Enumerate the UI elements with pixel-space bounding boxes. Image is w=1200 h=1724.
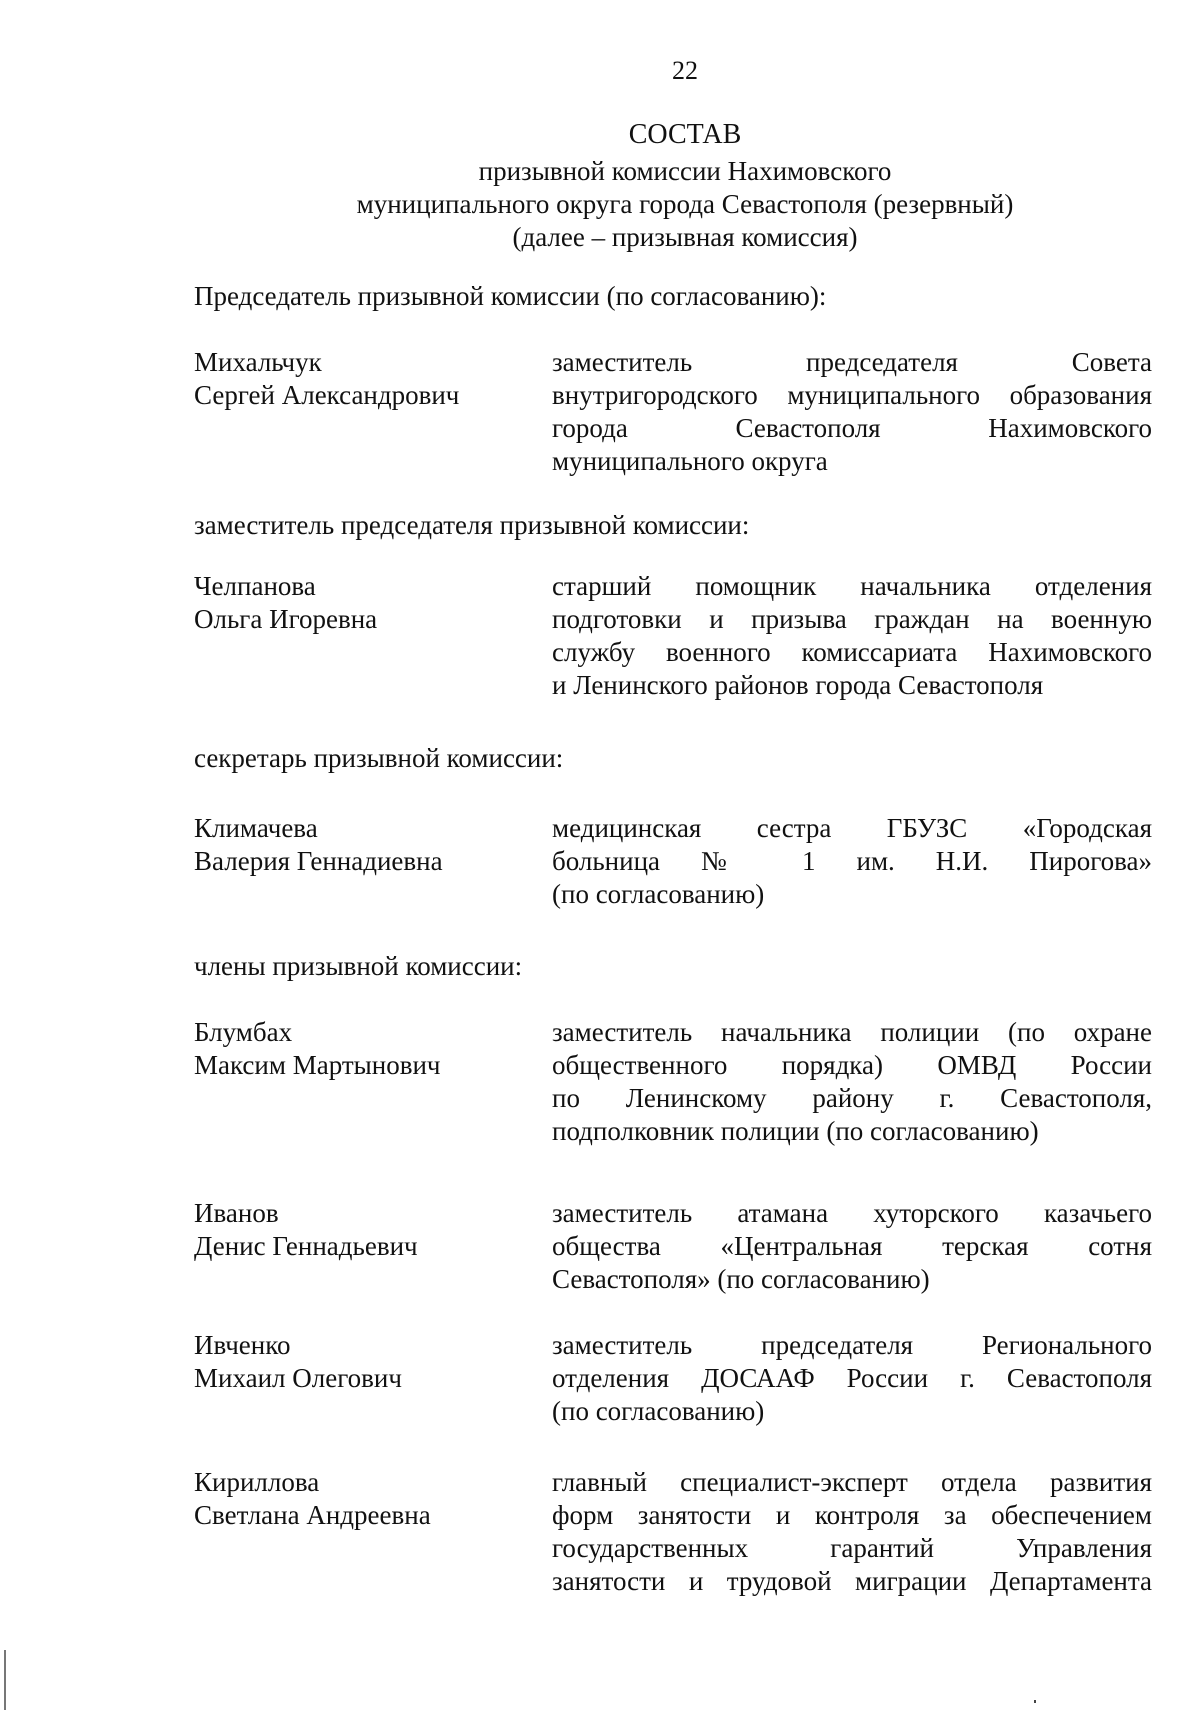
position-line: медицинская сестра ГБУЗС «Городская [552, 813, 1152, 843]
position-line: форм занятости и контроля за обеспечением [552, 1500, 1152, 1530]
position-line: и Ленинского районов города Севастополя [552, 670, 1044, 700]
position-line: общественного порядка) ОМВД России [552, 1050, 1152, 1080]
position-line: заместитель начальника полиции (по охране [552, 1017, 1152, 1047]
chairman-section-label: Председатель призывной комиссии (по согласованию): [194, 281, 827, 311]
position-line: подготовки и призыва граждан на военную [552, 604, 1152, 634]
position-line: по Ленинскому району г. Севастополя, [552, 1083, 1152, 1113]
position-line: занятости и трудовой миграции Департамента [552, 1566, 1152, 1596]
position-line: (по согласованию) [552, 1396, 765, 1426]
document-title [300, 118, 1070, 254]
position-line: службу военного комиссариата Нахимовского [552, 637, 1152, 667]
position-line: заместитель атамана хуторского казачьего [552, 1198, 1152, 1228]
position-line: заместитель председателя Совета [552, 347, 1152, 377]
members-section-label: члены призывной комиссии: [194, 951, 523, 981]
position-line: (по согласованию) [552, 879, 765, 909]
position-line: общества «Центральная терская сотня [552, 1231, 1152, 1261]
member-surname: Челпанова [194, 571, 316, 601]
scan-speck [1034, 1700, 1036, 1703]
member-name [194, 570, 534, 636]
member-given-names: Ольга Игоревна [194, 604, 378, 634]
member-given-names: Максим Мартынович [194, 1050, 441, 1080]
position-line: отделения ДОСААФ России г. Севастополя [552, 1363, 1152, 1393]
member-surname: Иванов [194, 1198, 279, 1228]
member-name [194, 812, 534, 878]
member-name [194, 1197, 534, 1263]
position-line: подполковник полиции (по согласованию) [552, 1116, 1039, 1146]
secretary-section-label: секретарь призывной комиссии: [194, 743, 564, 773]
title-line: призывной комиссии Нахимовского [478, 156, 892, 186]
member-surname: Климачева [194, 813, 318, 843]
member-name [194, 1329, 534, 1395]
member-name [194, 346, 534, 412]
title-main: СОСТАВ [628, 119, 742, 150]
member-given-names: Светлана Андреевна [194, 1500, 431, 1530]
member-position [552, 346, 1152, 478]
scan-margin-mark [4, 1650, 6, 1710]
member-name [194, 1016, 534, 1082]
position-line: главный специалист-эксперт отдела развития [552, 1467, 1152, 1497]
member-given-names: Валерия Геннадиевна [194, 846, 443, 876]
deputy-section-label: заместитель председателя призывной комиссии: [194, 510, 750, 540]
member-surname: Кириллова [194, 1467, 320, 1497]
member-position [552, 1466, 1152, 1598]
member-name [194, 1466, 534, 1532]
member-given-names: Денис Геннадьевич [194, 1231, 418, 1261]
member-given-names: Сергей Александрович [194, 380, 460, 410]
member-surname: Блумбах [194, 1017, 293, 1047]
member-position [552, 1329, 1152, 1428]
title-line: муниципального округа города Севастополя (резервный) [356, 189, 1014, 219]
page-number: 22 [672, 56, 698, 85]
member-surname: Михальчук [194, 347, 322, 377]
member-position [552, 1016, 1152, 1148]
member-position [552, 570, 1152, 702]
member-position [552, 1197, 1152, 1296]
member-given-names: Михаил Олегович [194, 1363, 402, 1393]
position-line: города Севастополя Нахимовского [552, 413, 1152, 443]
member-surname: Ивченко [194, 1330, 291, 1360]
position-line: муниципального округа [552, 446, 828, 476]
position-line: заместитель председателя Регионального [552, 1330, 1152, 1360]
member-position [552, 812, 1152, 911]
position-line: внутригородского муниципального образования [552, 380, 1152, 410]
position-line: Севастополя» (по согласованию) [552, 1264, 930, 1294]
position-line: больница № 1 им. Н.И. Пирогова» [552, 846, 1152, 876]
position-line: государственных гарантий Управления [552, 1533, 1152, 1563]
position-line: старший помощник начальника отделения [552, 571, 1152, 601]
title-line: (далее – призывная комиссия) [512, 222, 858, 252]
